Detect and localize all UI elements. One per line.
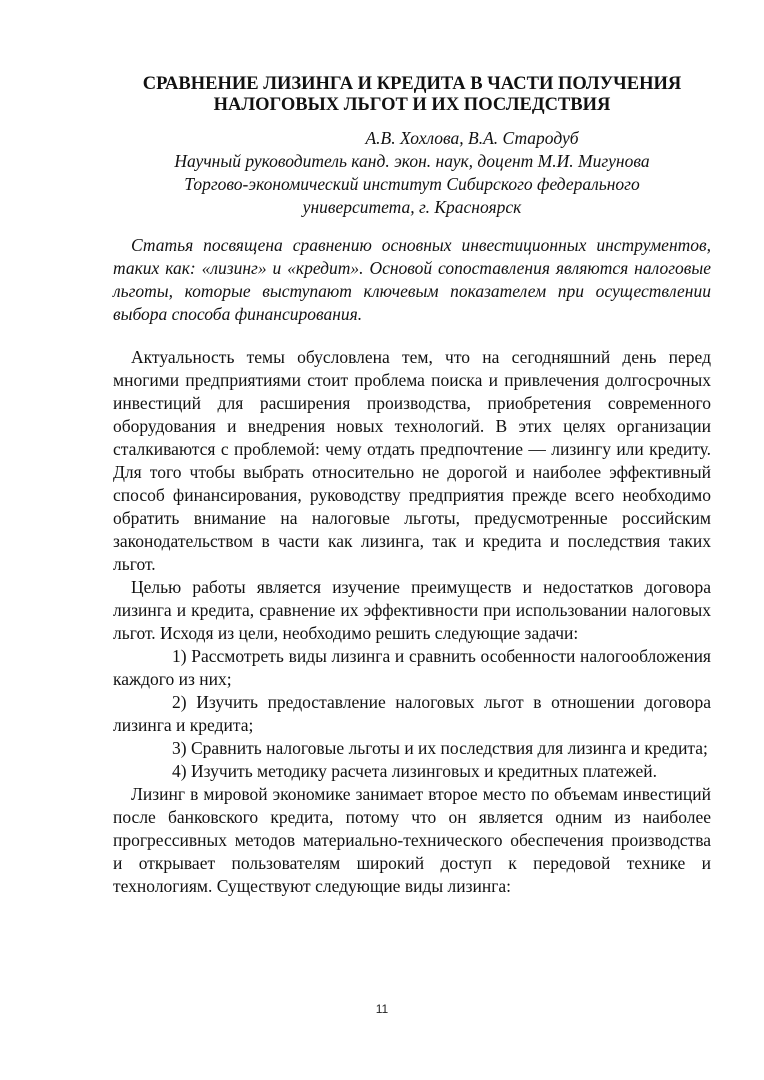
supervisor: Научный руководитель канд. экон. наук, доцент М.И. Мигунова [174, 151, 650, 171]
authors: А.В. Хохлова, В.А. Стародуб [365, 128, 579, 148]
task-item-1: 1) Рассмотреть виды лизинга и сравнить особенности налогообложения каждого из них; [113, 646, 711, 689]
task-item-4: 4) Изучить методику расчета лизинговых и кредитных платежей. [172, 761, 657, 781]
title-line-1: СРАВНЕНИЕ ЛИЗИНГА И КРЕДИТА В ЧАСТИ ПОЛУЧЕНИЯ [142, 74, 682, 94]
paragraph-relevance: Актуальность темы обусловлена тем, что на сегодняшний день перед многими предприятиями стоит проблема поиска и привлечения долгосрочных инвестиций для расширения производства, приобретения современного оборудования и внедрения новых технологий. В этих целях организации сталкиваются с проблемой: чему отдать предпочтение — лизингу или кредиту. Для того чтобы выбрать относительно не дорогой и наиболее эффективный способ финансирования, руководству предприятия прежде всего необходимо обратить внимание на налоговые льготы, предусмотренные российским законодательством в части как лизинга, так и кредита и последствия таких льгот. [113, 347, 711, 574]
abstract: Статья посвящена сравнению основных инвестиционных инструментов, таких как: «лизинг» и «кредит». Основой сопоставления являются налоговые льготы, которые выступают ключевым показателем при осуществлении выбора способа финансирования. [113, 235, 711, 324]
page-number: 11 [375, 1002, 389, 1016]
task-item-3: 3) Сравнить налоговые льготы и их последствия для лизинга и кредита; [172, 738, 708, 758]
author-block [113, 127, 711, 219]
paragraph-leasing: Лизинг в мировой экономике занимает второе место по объемам инвестиций после банковского кредита, потому что он является одним из наиболее прогрессивных методов материально-технического обеспечения производства и открывает пользователям широкий доступ к передовой технике и технологиям. Существуют следующие виды лизинга: [113, 784, 711, 896]
article-content [113, 74, 711, 898]
affiliation-line-2: университета, г. Красноярск [302, 197, 522, 217]
paragraph-goal: Целью работы является изучение преимуществ и недостатков договора лизинга и кредита, сравнение их эффективности при использовании налоговых льгот. Исходя из цели, необходимо решить следующие задачи: [113, 577, 711, 643]
task-item-2: 2) Изучить предоставление налоговых льгот в отношении договора лизинга и кредита; [113, 692, 711, 735]
article-body [113, 346, 711, 898]
title-line-2: НАЛОГОВЫХ ЛЬГОТ И ИХ ПОСЛЕДСТВИЯ [213, 95, 611, 115]
affiliation-line-1: Торгово-экономический институт Сибирского федерального [184, 174, 640, 194]
article-title [113, 74, 711, 116]
